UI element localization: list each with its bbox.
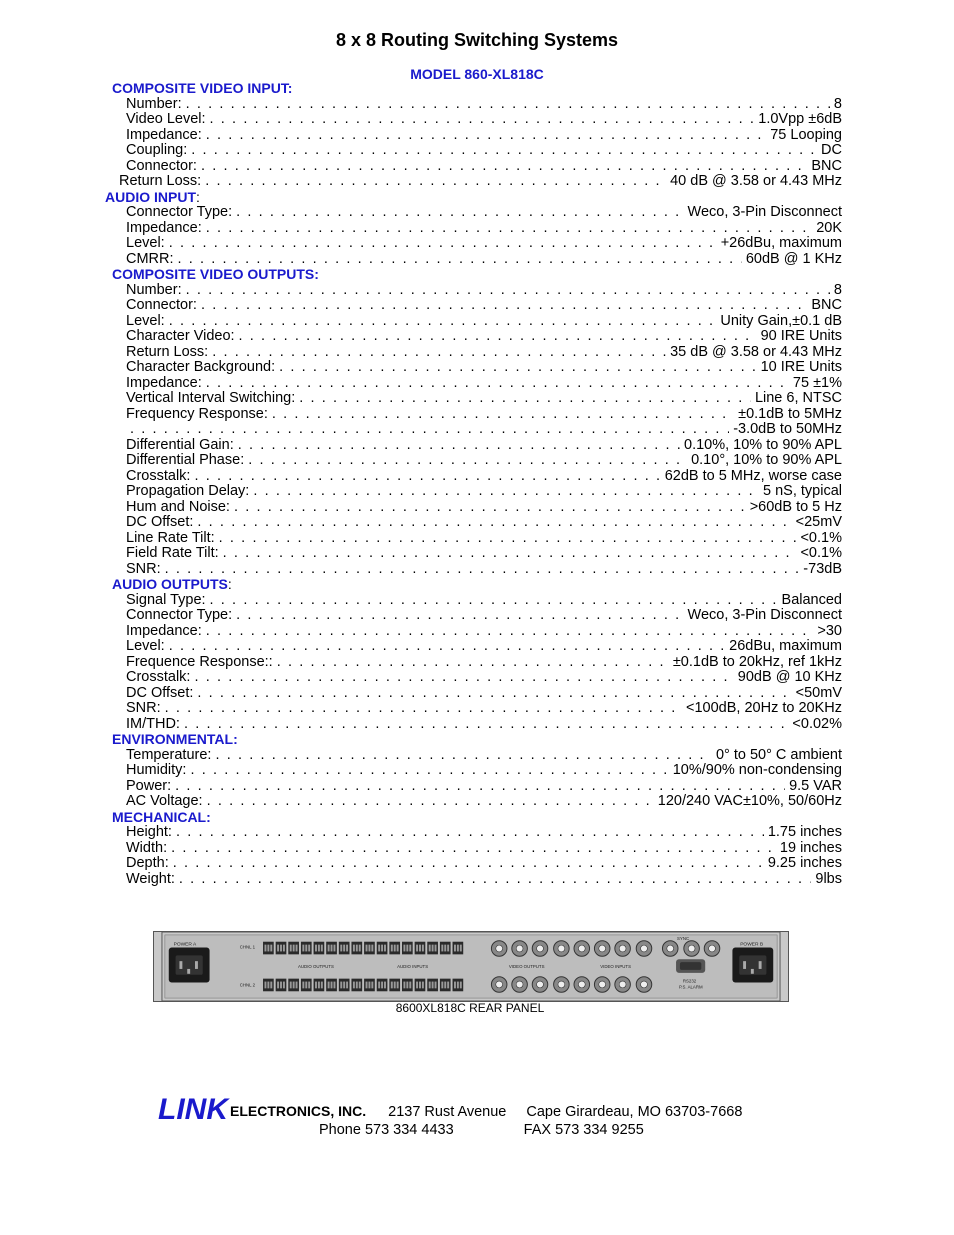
dot-leader (236, 608, 683, 624)
spec-row (0, 515, 842, 531)
video-inputs-label: VIDEO INPUTS (600, 963, 632, 969)
spec-label: Level: (126, 312, 165, 329)
dot-leader (279, 360, 756, 376)
rs232-label: RS232 (682, 978, 697, 984)
spec-value: -73dB (803, 560, 842, 577)
spec-label: Return Loss: (126, 343, 209, 360)
power-a-label: POWER A (173, 942, 197, 948)
spec-label: SNR: (126, 700, 161, 716)
spec-row (0, 360, 842, 376)
audio-inputs-label: AUDIO INPUTS (397, 963, 429, 969)
company-city: Cape Girardeau, MO 63703-7668 (526, 1104, 743, 1120)
spec-row (0, 391, 842, 407)
ps-alarm-label: P.S. ALARM (678, 984, 703, 990)
spec-value: Balanced (781, 591, 842, 608)
spec-value: 1.0Vpp ±6dB (758, 111, 842, 127)
dot-leader (178, 252, 742, 268)
spec-label: Field Rate Tilt: (126, 545, 219, 561)
dot-leader (186, 283, 830, 299)
dot-leader (165, 562, 800, 578)
spec-label: Weight: (126, 870, 175, 887)
dot-leader (210, 112, 755, 128)
chnl-2-label: CHNL 2 (239, 982, 256, 988)
spec-row (0, 128, 842, 144)
dot-leader (248, 453, 687, 469)
spec-value: BNC (811, 157, 842, 174)
spec-value: 8 (833, 95, 842, 112)
spec-value: 60dB @ 1 KHz (745, 250, 842, 267)
spec-row (0, 701, 842, 717)
company-name: ELECTRONICS, INC. (230, 1103, 367, 1119)
dot-leader (253, 484, 759, 500)
dot-leader (207, 794, 654, 810)
spec-row (0, 438, 842, 454)
spec-value: Weco, 3-Pin Disconnect (687, 204, 842, 220)
spec-value: 9.5 VAR (789, 777, 842, 794)
section-heading-text: AUDIO OUTPUTS (112, 576, 228, 592)
spec-label: Impedance: (126, 622, 202, 639)
spec-label: Height: (126, 824, 172, 840)
section-heading (0, 732, 954, 748)
spec-value: <100dB, 20Hz to 20KHz (686, 700, 842, 716)
dot-leader (223, 546, 797, 562)
spec-row (0, 422, 842, 438)
spec-label: Connector Type: (126, 607, 233, 623)
spec-value: 75 ±1% (792, 374, 842, 391)
spec-value: <0.1% (800, 529, 842, 546)
spec-label: Hum and Noise: (126, 498, 230, 515)
spec-row (0, 639, 842, 655)
dot-leader (201, 298, 807, 314)
spec-value: +26dBu, maximum (720, 235, 842, 251)
spec-value: 0° to 50° C ambient (715, 746, 842, 763)
spec-row (0, 453, 842, 469)
spec-list (0, 81, 954, 887)
rear-panel-illustration (153, 931, 789, 1002)
chnl-1-label: CHNL 1 (239, 944, 256, 950)
spec-label: Temperature: (126, 746, 212, 763)
spec-row (0, 717, 842, 733)
section-heading-text: AUDIO INPUT (105, 188, 196, 205)
spec-row (0, 345, 842, 361)
spec-row (0, 143, 842, 159)
dot-leader (173, 856, 764, 872)
dot-leader (130, 422, 729, 438)
company-fax: FAX 573 334 9255 (523, 1122, 644, 1138)
spec-label: Impedance: (126, 126, 202, 143)
section-heading (0, 810, 954, 826)
spec-row (0, 531, 842, 547)
spec-value: 90dB @ 10 KHz (737, 669, 842, 685)
spec-value: -3.0dB to 50MHz (733, 421, 842, 437)
dot-leader (201, 159, 807, 175)
section-heading-text: COMPOSITE VIDEO INPUT: (112, 80, 293, 96)
spec-value: 26dBu, maximum (729, 638, 842, 654)
spec-label: Connector Type: (126, 204, 233, 220)
spec-row (0, 500, 842, 516)
spec-label: Impedance: (126, 219, 202, 236)
spec-value: ±0.1dB to 20kHz, ref 1kHz (672, 653, 842, 670)
dot-leader (205, 174, 666, 190)
spec-row (0, 221, 842, 237)
spec-label: Level: (126, 638, 165, 654)
dot-leader (206, 128, 766, 144)
spec-label: IM/THD: (126, 715, 180, 732)
spec-value: Unity Gain,±0.1 dB (720, 312, 842, 329)
spec-row (0, 205, 842, 221)
spec-row (0, 593, 842, 609)
spec-row (0, 283, 842, 299)
spec-value: 0.10%, 10% to 90% APL (684, 436, 842, 453)
spec-label: Return Loss: (119, 173, 202, 189)
dot-leader (206, 624, 814, 640)
spec-label: Signal Type: (126, 591, 206, 608)
spec-row (0, 546, 842, 562)
spec-row (0, 159, 842, 175)
section-heading (0, 81, 954, 97)
spec-value: 9lbs (815, 870, 842, 887)
link-logo: LINK (158, 1093, 228, 1126)
spec-label: DC Offset: (126, 514, 194, 530)
dot-leader (238, 438, 680, 454)
spec-label: Frequency Response: (126, 405, 268, 422)
dot-leader (219, 531, 797, 547)
power-b-label: POWER B (740, 942, 764, 948)
spec-value: 35 dB @ 3.58 or 4.43 MHz (670, 343, 842, 360)
dot-leader (236, 205, 683, 221)
dot-leader (169, 236, 717, 252)
spec-value: 5 nS, typical (763, 483, 842, 499)
spec-row (0, 763, 842, 779)
spec-row (0, 841, 842, 857)
dot-leader (191, 143, 817, 159)
spec-value: 9.25 inches (767, 855, 842, 871)
spec-value: 20K (816, 219, 842, 236)
spec-row (0, 484, 842, 500)
spec-row (0, 794, 842, 810)
spec-label: Propagation Delay: (126, 483, 250, 499)
spec-label: Depth: (126, 855, 169, 871)
spec-value: 90 IRE Units (760, 328, 842, 344)
spec-value: ±0.1dB to 5MHz (738, 405, 842, 422)
spec-label: Level: (126, 235, 165, 251)
spec-row (0, 686, 842, 702)
dot-leader (179, 872, 811, 888)
spec-value: <50mV (795, 684, 842, 701)
spec-row (0, 608, 842, 624)
dot-leader (210, 593, 778, 609)
dot-leader (206, 376, 789, 392)
dot-leader (190, 763, 668, 779)
spec-label: Width: (126, 839, 168, 856)
dot-leader (277, 655, 669, 671)
spec-row (0, 670, 842, 686)
spec-value: <25mV (795, 514, 842, 530)
dot-leader (169, 639, 725, 655)
spec-row (0, 562, 842, 578)
dot-leader (215, 748, 712, 764)
spec-label: Frequence Response:: (126, 653, 273, 670)
spec-value: DC (821, 142, 842, 158)
spec-label: Impedance: (126, 374, 202, 391)
spec-label: Vertical Interval Switching: (126, 390, 296, 406)
spec-value: 40 dB @ 3.58 or 4.43 MHz (670, 173, 842, 189)
spec-value: 120/240 VAC±10%, 50/60Hz (657, 793, 842, 809)
spec-label: Differential Gain: (126, 436, 234, 453)
spec-row (0, 407, 842, 423)
dot-leader (234, 500, 746, 516)
spec-label: Connector: (126, 157, 197, 174)
spec-value: 8 (833, 281, 842, 298)
dot-leader (239, 329, 757, 345)
dot-leader (206, 221, 812, 237)
dot-leader (197, 686, 791, 702)
page-title: 8 x 8 Routing Switching Systems (335, 30, 619, 50)
spec-row (0, 314, 842, 330)
spec-label: Video Level: (126, 111, 206, 127)
spec-label: CMRR: (126, 250, 174, 267)
spec-value: 10 IRE Units (760, 359, 842, 375)
spec-value: 62dB to 5 MHz, worse case (664, 467, 842, 484)
spec-row (0, 252, 842, 268)
spec-row (0, 655, 842, 671)
spec-row (0, 856, 842, 872)
spec-row (0, 329, 842, 345)
spec-row (0, 174, 842, 190)
spec-label: Humidity: (126, 762, 187, 778)
spec-row (0, 779, 842, 795)
dot-leader (175, 779, 785, 795)
spec-value: 1.75 inches (767, 824, 842, 840)
dot-leader (197, 515, 791, 531)
spec-label: Character Background: (126, 359, 276, 375)
video-outputs-label: VIDEO OUTPUTS (508, 963, 545, 969)
dot-leader (176, 825, 764, 841)
dot-leader (299, 391, 751, 407)
spec-value: 75 Looping (770, 126, 842, 143)
spec-value: <0.1% (800, 545, 842, 561)
dot-leader (171, 841, 776, 857)
spec-label: Number: (126, 95, 182, 112)
dot-leader (186, 97, 830, 113)
dot-leader (184, 717, 788, 733)
spec-label: Coupling: (126, 142, 188, 158)
audio-outputs-label: AUDIO OUTPUTS (298, 963, 334, 969)
spec-label: Crosstalk: (126, 467, 191, 484)
spec-label: Line Rate Tilt: (126, 529, 215, 546)
spec-row (0, 376, 842, 392)
section-heading-text: COMPOSITE VIDEO OUTPUTS: (112, 266, 319, 282)
spec-label: Crosstalk: (126, 669, 191, 685)
spec-row (0, 872, 842, 888)
spec-value: Weco, 3-Pin Disconnect (687, 607, 842, 623)
dot-leader (194, 670, 733, 686)
spec-label: SNR: (126, 560, 161, 577)
section-heading (0, 267, 954, 283)
dot-leader (169, 314, 717, 330)
spec-row (0, 469, 842, 485)
spec-row (0, 112, 842, 128)
dot-leader (272, 407, 734, 423)
spec-label: Connector: (126, 297, 197, 313)
spec-value: 19 inches (779, 839, 842, 856)
section-heading-text: MECHANICAL: (112, 808, 211, 825)
rear-panel-caption: 8600XL818C REAR PANEL (395, 1001, 545, 1015)
spec-label: DC Offset: (126, 684, 194, 701)
spec-value: <0.02% (792, 715, 842, 732)
spec-label: AC Voltage: (126, 793, 203, 809)
rear-panel-image (153, 931, 789, 1002)
spec-value: Line 6, NTSC (754, 390, 842, 406)
spec-value: 10%/90% non-condensing (672, 762, 842, 778)
company-phone: Phone 573 334 4433 (319, 1122, 454, 1138)
spec-row (0, 97, 842, 113)
spec-row (0, 825, 842, 841)
spec-label: Differential Phase: (126, 452, 245, 468)
spec-label: Character Video: (126, 328, 235, 344)
sync-label: SYNC (677, 935, 690, 941)
section-heading-text: ENVIRONMENTAL: (112, 731, 238, 747)
dot-leader (194, 469, 660, 485)
spec-row (0, 298, 842, 314)
dot-leader (165, 701, 682, 717)
spec-value: BNC (811, 297, 842, 313)
section-heading: AUDIO OUTPUTS: (112, 576, 232, 592)
spec-label: Power: (126, 777, 172, 794)
spec-label: Number: (126, 281, 182, 298)
spec-value: 0.10°, 10% to 90% APL (691, 452, 842, 468)
spec-value: >30 (817, 622, 842, 639)
model-number: MODEL 860-XL818C (410, 66, 544, 82)
dot-leader (212, 345, 666, 361)
spec-row (0, 624, 842, 640)
company-address: 2137 Rust Avenue (388, 1104, 507, 1120)
spec-row (0, 236, 842, 252)
spec-value: >60dB to 5 Hz (749, 498, 842, 515)
spec-row (0, 748, 842, 764)
footer-contact-line (319, 1122, 644, 1138)
section-heading: AUDIO INPUT: (105, 188, 200, 205)
